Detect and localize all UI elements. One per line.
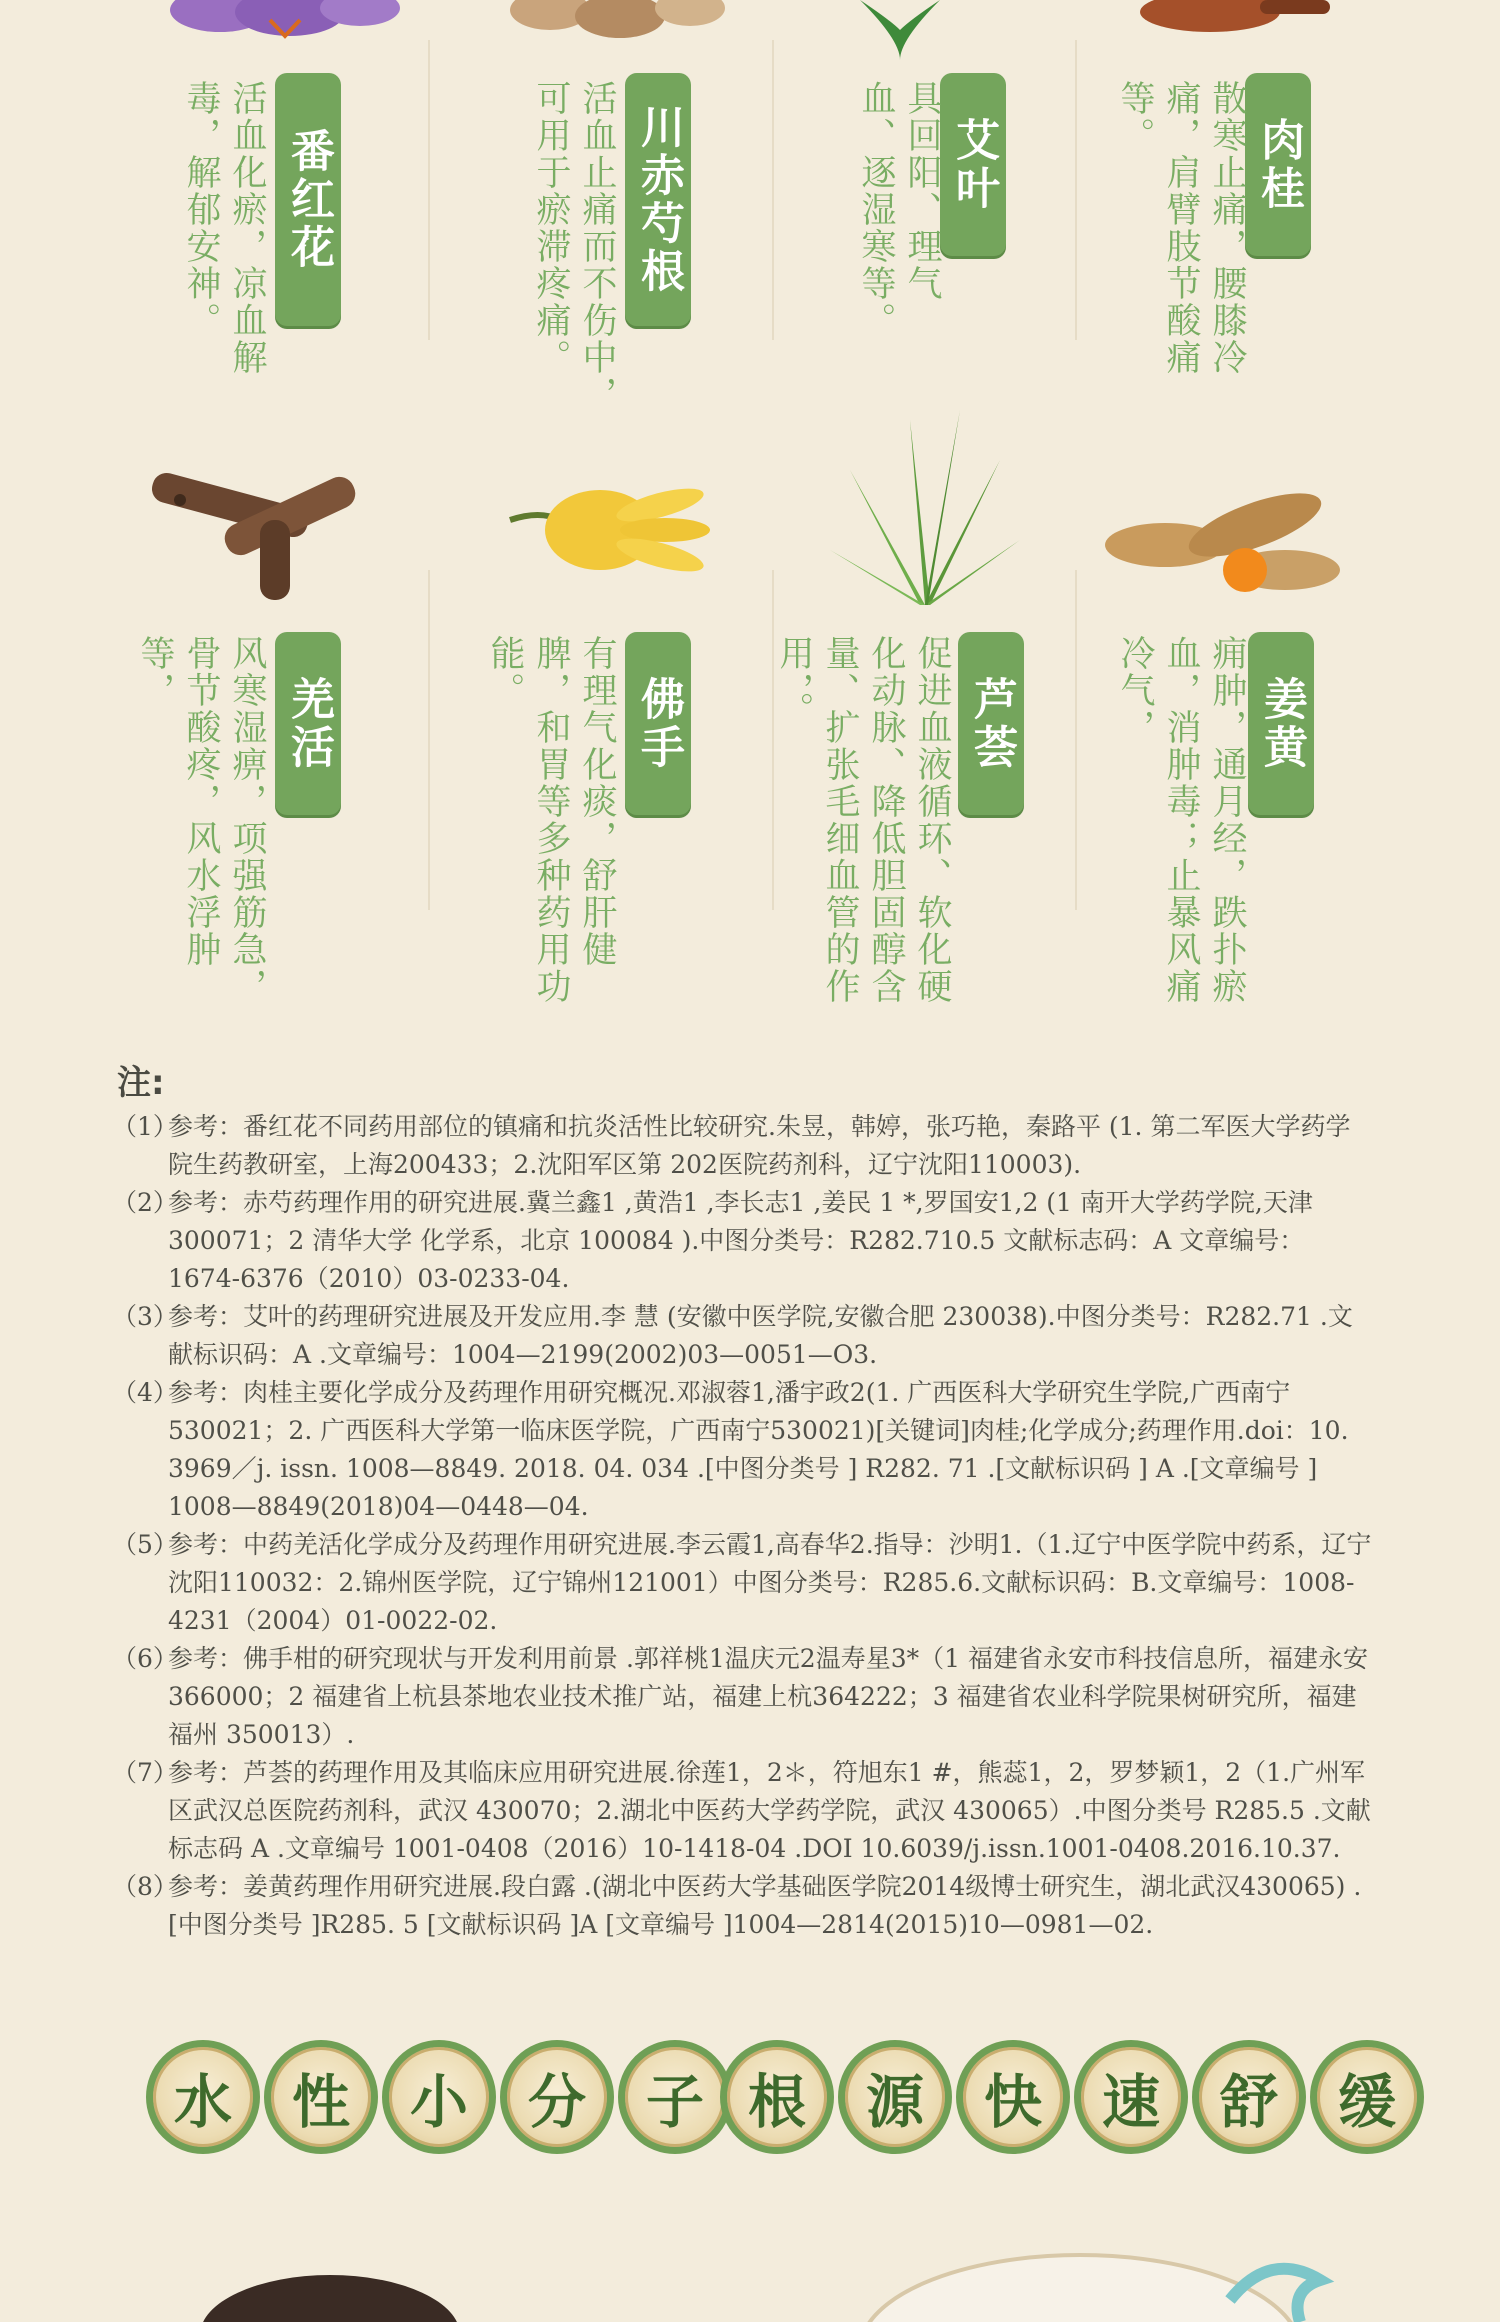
- column-divider: [428, 570, 430, 910]
- herb-name-badge: 芦荟: [958, 632, 1024, 815]
- herb-description: 活血止痛而不伤中，可用于瘀滞疼痛。: [531, 80, 617, 413]
- reference-item: [112, 1184, 1372, 1298]
- column-divider: [1075, 40, 1077, 340]
- reference-item: [112, 1640, 1372, 1754]
- slogan-character: 舒: [1192, 2040, 1306, 2154]
- reference-item: [112, 1868, 1372, 1944]
- reference-text: 参考：中药羌活化学成分及药理作用研究进展.李云霞1,高春华2.指导：沙明1.（1.辽宁中医学院中药系，辽宁 沈阳110032：2.锦州医学院，辽宁锦州121001）中图分类号：R285.6.文献标识码：B.文章编号：1008-4231（2004）01-0022-02.: [168, 1530, 1372, 1635]
- reference-item: [112, 1526, 1372, 1640]
- reference-number: （4）: [112, 1378, 178, 1407]
- reference-number: （7）: [112, 1758, 178, 1787]
- column-divider: [428, 40, 430, 340]
- herb-name-badge: 肉桂: [1245, 73, 1311, 256]
- slogan-character: 性: [264, 2040, 378, 2154]
- herb-description: 风寒湿痹，项强筋急，骨节酸疼，风水浮肿等，: [135, 635, 267, 1005]
- reference-number: （6）: [112, 1644, 178, 1673]
- herb-name-badge: 番红花: [275, 73, 341, 326]
- herb-name-badge: 川赤芍根: [625, 73, 691, 326]
- notopterygium-root-icon: [150, 460, 380, 600]
- references-list: [112, 1108, 1372, 1944]
- slogan-character: 缓: [1310, 2040, 1424, 2154]
- cinnamon-icon: [1140, 0, 1330, 40]
- red-peony-root-icon: [500, 0, 730, 45]
- slogan-character: 水: [146, 2040, 260, 2154]
- reference-item: [112, 1754, 1372, 1868]
- slogan-character: 快: [956, 2040, 1070, 2154]
- buddhas-hand-icon: [500, 470, 710, 585]
- slogan-character: 速: [1074, 2040, 1188, 2154]
- reference-number: （5）: [112, 1530, 178, 1559]
- column-divider: [772, 40, 774, 340]
- herb-description: 促进血液循环、软化硬化动脉、降低胆固醇含量、扩张毛细血管的作用，。: [774, 635, 952, 1005]
- reference-number: （3）: [112, 1302, 178, 1331]
- reference-text: 参考：芦荟的药理作用及其临床应用研究进展.徐莲1，2＊，符旭东1 #，熊蕊1，2，罗梦颖1，2（1.广州军区武汉总医院药剂科，武汉 430070；2.湖北中医药大学药学院，武汉 430065）.中图分类号 R285.5 .文献标志码 A .文章编号 1001-0408（2016）10-1418-04 .DOI 10.6039/j.issn.1001-0408.2016.10.37.: [168, 1758, 1371, 1863]
- herb-name-badge: 姜黄: [1248, 632, 1314, 815]
- slogan-right: [720, 2040, 1424, 2154]
- herb-description: 散寒止痛，腰膝冷痛，肩臂肢节酸痛等。: [1115, 80, 1247, 376]
- column-divider: [772, 570, 774, 910]
- reference-text: 参考：姜黄药理作用研究进展.段白露 .(湖北中医药大学基础医学院2014级博士研究生，湖北武汉430065) .[中图分类号 ]R285. 5 [文献标识码 ]A [文章编号 ]1004—2814(2015)10—0981—02.: [168, 1872, 1362, 1939]
- herb-description: 有理气化痰，舒肝健脾，和胃等多种药用功能。: [485, 635, 617, 1005]
- slogan-character: 根: [720, 2040, 834, 2154]
- reference-item: [112, 1374, 1372, 1526]
- slogan-left: [146, 2040, 732, 2154]
- saffron-flower-icon: [160, 0, 400, 45]
- reference-text: 参考：艾叶的药理研究进展及开发应用.李 慧 (安徽中医学院,安徽合肥 230038).中图分类号：R282.71 .文献标识码：A .文章编号：1004—2199(2002)03—0051—O3.: [168, 1302, 1353, 1369]
- slogan-character: 子: [618, 2040, 732, 2154]
- reference-text: 参考：佛手柑的研究现状与开发利用前景 .郭祥桃1温庆元2温寿星3*（1 福建省永安市科技信息所，福建永安 366000；2 福建省上杭县茶地农业技术推广站，福建上杭364222；3 福建省农业科学院果树研究所，福建福州 350013）.: [168, 1644, 1368, 1749]
- herb-description: 具回阳、理气血、逐湿寒等。: [856, 80, 942, 339]
- column-divider: [1075, 570, 1077, 910]
- herb-name-badge: 艾叶: [940, 73, 1006, 256]
- reference-item: [112, 1108, 1372, 1184]
- reference-text: 参考：肉桂主要化学成分及药理作用研究概况.邓淑蓉1,潘宇政2(1. 广西医科大学研究生学院,广西南宁 530021；2. 广西医科大学第一临床医学院，广西南宁530021)[关键词]肉桂;化学成分;药理作用.doi：10. 3969／j. issn. 1008—8849. 2018. 04. 034 .[中图分类号 ] R282. 71 .[文献标识码 ] A .[文章编号 ] 1008—8849(2018)04—0448—04.: [168, 1378, 1349, 1521]
- reference-number: （1）: [112, 1112, 178, 1141]
- slogan-character: 源: [838, 2040, 952, 2154]
- herb-name-badge: 羌活: [275, 632, 341, 815]
- reference-number: （2）: [112, 1188, 178, 1217]
- bottom-decoration-image: [0, 2240, 1500, 2322]
- reference-text: 参考：赤芍药理作用的研究进展.冀兰鑫1 ,黄浩1 ,李长志1 ,姜民 1 *,罗国安1,2 (1 南开大学药学院,天津 300071；2 清华大学 化学系，北京 100084 ).中图分类号：R282.710.5 文献标志码：A 文章编号：1674-6376（2010）03-0233-04.: [168, 1188, 1313, 1293]
- slogan-character: 分: [500, 2040, 614, 2154]
- herb-description: 活血化瘀，凉血解毒，解郁安神。: [181, 80, 267, 376]
- slogan-character: 小: [382, 2040, 496, 2154]
- reference-text: 参考：番红花不同药用部位的镇痛和抗炎活性比较研究.朱昱，韩婷，张巧艳，秦路平 (1. 第二军医大学药学院生药教研室，上海200433；2.沈阳军区第 202医院药剂科，辽宁沈阳110003).: [168, 1112, 1351, 1179]
- mugwort-leaf-icon: [840, 0, 960, 60]
- notes-title: 注:: [117, 1063, 165, 1103]
- reference-number: （8）: [112, 1872, 178, 1901]
- aloe-icon: [830, 400, 1020, 605]
- reference-item: [112, 1298, 1372, 1374]
- herb-description: 痈肿，通月经，跌扑瘀血，消肿毒；止暴风痛冷气，: [1115, 635, 1247, 1005]
- herb-name-badge: 佛手: [625, 632, 691, 815]
- turmeric-icon: [1095, 475, 1345, 610]
